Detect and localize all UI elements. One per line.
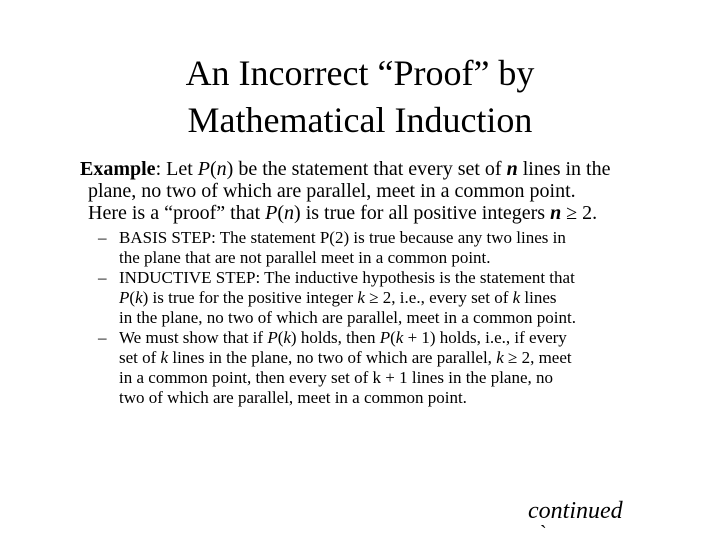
step-line <box>119 288 678 308</box>
title-line-2: Mathematical Induction <box>187 100 533 140</box>
math-symbol: k <box>135 288 143 307</box>
step-text: set of <box>119 348 161 367</box>
basis-step-item <box>98 228 678 268</box>
inductive-step-item <box>98 268 678 328</box>
example-label: Example <box>80 158 156 180</box>
step-line <box>119 348 678 368</box>
step-text: ≥ 2, i.e., every set of <box>364 288 513 307</box>
dash-bullet: – <box>98 328 107 347</box>
math-symbol: P <box>197 158 210 180</box>
continued-label: continued <box>528 498 623 524</box>
dash-bullet: – <box>98 268 107 287</box>
math-symbol: P <box>379 328 391 347</box>
example-line-3 <box>80 202 680 224</box>
slide-title <box>0 50 720 144</box>
math-symbol: k <box>395 328 404 347</box>
step-line: in a common point, then every set of k + 1 lines in the plane, no <box>119 368 554 387</box>
example-text: lines in the <box>517 158 611 180</box>
step-text: ( <box>390 328 396 347</box>
step-text: ) holds, then <box>290 328 380 347</box>
math-symbol: P <box>267 328 278 347</box>
step-text: lines in the plane, no two of which are parallel, <box>168 348 497 367</box>
tick-mark: ` <box>540 522 547 544</box>
math-symbol: P <box>119 288 130 307</box>
math-symbol: k <box>512 288 521 307</box>
example-text: ≥ 2. <box>561 202 598 224</box>
step-text: + 1) holds, i.e., if every <box>403 328 567 347</box>
math-symbol: n <box>284 202 295 224</box>
example-text: ( <box>210 158 217 180</box>
example-line-1 <box>80 158 680 180</box>
math-symbol: n <box>506 158 518 180</box>
step-line: INDUCTIVE STEP: The inductive hypothesis is the statement that <box>119 268 575 287</box>
dash-bullet: – <box>98 228 107 247</box>
example-text: : Let <box>155 158 198 180</box>
step-line <box>119 328 678 348</box>
step-line: the plane that are not parallel meet in a common point. <box>119 248 491 267</box>
math-symbol: k <box>357 288 365 307</box>
step-line: in the plane, no two of which are parallel, meet in a common point. <box>119 308 576 327</box>
proof-steps-list <box>98 228 678 408</box>
example-text: ) is true for all positive integers <box>294 202 551 224</box>
step-text: ≥ 2, meet <box>503 348 572 367</box>
example-text: ) be the statement that every set of <box>226 158 507 180</box>
step-line: two of which are parallel, meet in a common point. <box>119 388 467 407</box>
step-text: We must show that if <box>119 328 268 347</box>
step-text: ( <box>129 288 136 307</box>
proof-obligation-item <box>98 328 678 408</box>
math-symbol: P <box>265 202 278 224</box>
example-paragraph <box>80 158 680 224</box>
example-text: Here is a “proof” that <box>88 202 266 224</box>
math-symbol: k <box>283 328 291 347</box>
math-symbol: n <box>550 202 562 224</box>
step-text: ) is true for the positive integer <box>142 288 358 307</box>
title-line-1: An Incorrect “Proof” by <box>185 53 535 93</box>
example-line-2: plane, no two of which are parallel, meet in a common point. <box>88 180 576 202</box>
step-line: BASIS STEP: The statement P(2) is true because any two lines in <box>119 228 566 247</box>
example-text: ( <box>277 202 285 224</box>
math-symbol: n <box>216 158 227 180</box>
step-text: ( <box>277 328 284 347</box>
math-symbol: k <box>496 348 504 367</box>
math-symbol: k <box>160 348 169 367</box>
step-text: lines <box>520 288 557 307</box>
